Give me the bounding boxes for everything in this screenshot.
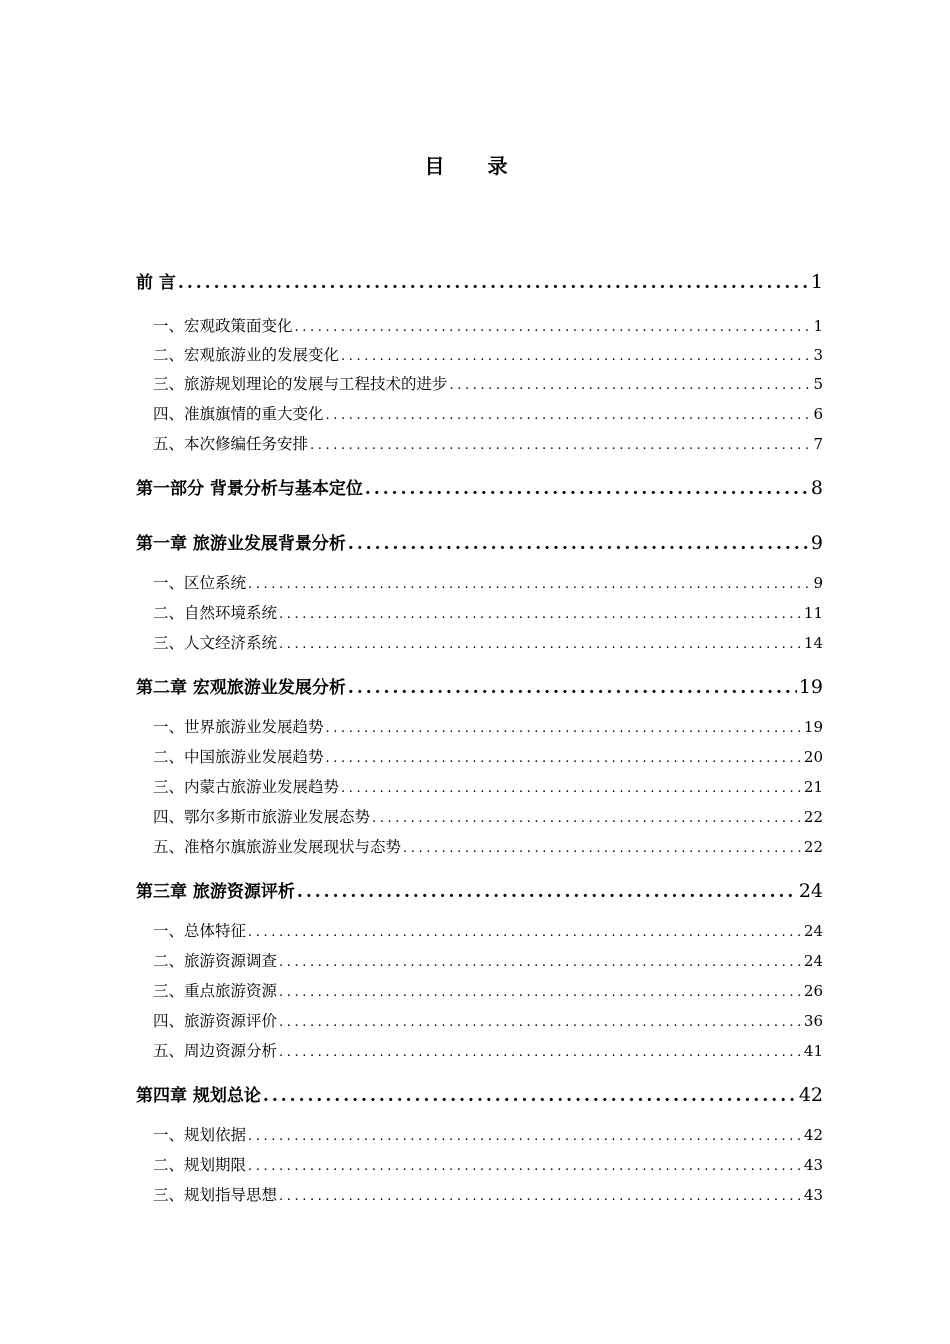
toc-leader-dots: [279, 1045, 802, 1060]
toc-leader-dots: [279, 985, 802, 1000]
toc-entry-page: 5: [813, 375, 823, 393]
toc-entry-label: 三、旅游规划理论的发展与工程技术的进步: [153, 375, 448, 393]
toc-leader-dots: [248, 1129, 802, 1144]
toc-entry[interactable]: [136, 372, 823, 394]
toc-entry-label: 一、区位系统: [153, 574, 247, 592]
toc-entry[interactable]: [136, 1123, 823, 1145]
toc-entry-label: 四、旅游资源评价: [153, 1012, 278, 1030]
toc-entry-label: 第四章 规划总论: [136, 1086, 261, 1106]
toc-entry-label: 四、鄂尔多斯市旅游业发展态势: [153, 808, 371, 826]
toc-leader-dots: [348, 534, 809, 554]
toc-entry-label: 一、总体特征: [153, 922, 247, 940]
toc-entry-page: 20: [803, 748, 823, 766]
toc-leader-dots: [295, 320, 812, 335]
toc-entry[interactable]: [136, 835, 823, 857]
toc-entry-page: 26: [803, 982, 823, 1000]
toc-entry-label: 二、自然环境系统: [153, 604, 278, 622]
toc-entry-label: 二、中国旅游业发展趋势: [153, 748, 324, 766]
toc-entry-page: 14: [803, 634, 823, 652]
toc-entry[interactable]: [136, 314, 823, 336]
toc-entry[interactable]: [136, 1153, 823, 1175]
toc-entry[interactable]: [136, 805, 823, 827]
toc-entry[interactable]: [136, 474, 823, 499]
toc-entry-page: 24: [803, 922, 823, 940]
toc-leader-dots: [310, 438, 811, 453]
toc-entry-page: 21: [803, 778, 823, 796]
toc-entry-label: 第一部分 背景分析与基本定位: [136, 479, 363, 499]
toc-entry[interactable]: [136, 673, 823, 698]
toc-leader-dots: [365, 479, 809, 499]
toc-entry-page: 22: [803, 808, 823, 826]
toc-entry-page: 42: [803, 1126, 823, 1144]
toc-entry-page: 7: [813, 435, 823, 453]
toc-entry[interactable]: [136, 571, 823, 593]
toc-entry-page: 6: [813, 405, 823, 423]
toc-entry[interactable]: [136, 402, 823, 424]
toc-entry[interactable]: [136, 1039, 823, 1061]
toc-leader-dots: [178, 273, 809, 293]
toc-entry[interactable]: [136, 949, 823, 971]
toc-entry[interactable]: [136, 432, 823, 454]
toc-entry-label: 三、规划指导思想: [153, 1186, 278, 1204]
toc-entry[interactable]: [136, 715, 823, 737]
toc-entry-label: 第二章 宏观旅游业发展分析: [136, 678, 346, 698]
toc-leader-dots: [263, 1086, 797, 1106]
toc-leader-dots: [326, 721, 802, 736]
toc-leader-dots: [403, 841, 802, 856]
toc-entry-page: 24: [798, 880, 823, 902]
toc-entry-label: 一、世界旅游业发展趋势: [153, 718, 324, 736]
toc-entry[interactable]: [136, 919, 823, 941]
toc-entry-label: 二、旅游资源调查: [153, 952, 278, 970]
toc-leader-dots: [326, 751, 802, 766]
toc-entry[interactable]: [136, 1183, 823, 1205]
toc-entry-page: 1: [810, 271, 823, 293]
toc-entry[interactable]: [136, 601, 823, 623]
toc-leader-dots: [279, 637, 802, 652]
toc-leader-dots: [450, 378, 812, 393]
toc-entry-page: 22: [803, 838, 823, 856]
toc-entry-label: 二、规划期限: [153, 1156, 247, 1174]
toc-entry[interactable]: [136, 343, 823, 365]
toc-entry-label: 五、准格尔旗旅游业发展现状与态势: [153, 838, 402, 856]
toc-entry-label: 第一章 旅游业发展背景分析: [136, 534, 346, 554]
toc-leader-dots: [279, 607, 802, 622]
toc-entry-page: 9: [813, 574, 823, 592]
toc-leader-dots: [341, 349, 811, 364]
toc-entry-label: 三、人文经济系统: [153, 634, 278, 652]
toc-entry-label: 一、规划依据: [153, 1126, 247, 1144]
toc-entry-page: 36: [803, 1012, 823, 1030]
toc-entry-page: 3: [813, 346, 823, 364]
toc-leader-dots: [279, 1189, 802, 1204]
toc-entry-label: 二、宏观旅游业的发展变化: [153, 346, 340, 364]
toc-leader-dots: [248, 577, 811, 592]
toc-entry[interactable]: [136, 877, 823, 902]
toc-leader-dots: [248, 1159, 802, 1174]
toc-entry-label: 三、重点旅游资源: [153, 982, 278, 1000]
toc-entry-label: 五、本次修编任务安排: [153, 435, 309, 453]
toc-leader-dots: [279, 955, 802, 970]
toc-entry-page: 9: [810, 532, 823, 554]
toc-entry[interactable]: [136, 1009, 823, 1031]
toc-entry-label: 一、宏观政策面变化: [153, 317, 293, 335]
page-title: 目 录: [424, 154, 526, 178]
toc-entry-page: 43: [803, 1186, 823, 1204]
toc-entry-label: 四、准旗旗情的重大变化: [153, 405, 324, 423]
toc-leader-dots: [341, 781, 802, 796]
toc-entry-label: 五、周边资源分析: [153, 1042, 278, 1060]
toc-entry-page: 19: [803, 718, 823, 736]
toc-leader-dots: [326, 408, 812, 423]
toc-leader-dots: [372, 811, 802, 826]
toc-entry[interactable]: [136, 529, 823, 554]
toc-leader-dots: [348, 678, 797, 698]
toc-entry[interactable]: [136, 268, 823, 293]
toc-entry[interactable]: [136, 775, 823, 797]
toc-entry-label: 第三章 旅游资源评析: [136, 882, 295, 902]
toc-entry[interactable]: [136, 979, 823, 1001]
toc-entry-page: 1: [813, 317, 823, 335]
toc-leader-dots: [297, 882, 797, 902]
toc-leader-dots: [248, 925, 802, 940]
toc-entry-page: 43: [803, 1156, 823, 1174]
toc-entry-page: 11: [803, 604, 823, 622]
toc-entry-page: 42: [798, 1084, 823, 1106]
toc-entry-page: 8: [810, 477, 823, 499]
toc-leader-dots: [279, 1015, 802, 1030]
toc-entry-label: 三、内蒙古旅游业发展趋势: [153, 778, 340, 796]
toc-entry[interactable]: [136, 1081, 823, 1106]
toc-entry[interactable]: [136, 631, 823, 653]
toc-entry-page: 19: [798, 676, 823, 698]
toc-entry[interactable]: [136, 745, 823, 767]
toc-entry-label: 前 言: [136, 273, 176, 293]
toc-entry-page: 24: [803, 952, 823, 970]
toc-entry-page: 41: [803, 1042, 823, 1060]
